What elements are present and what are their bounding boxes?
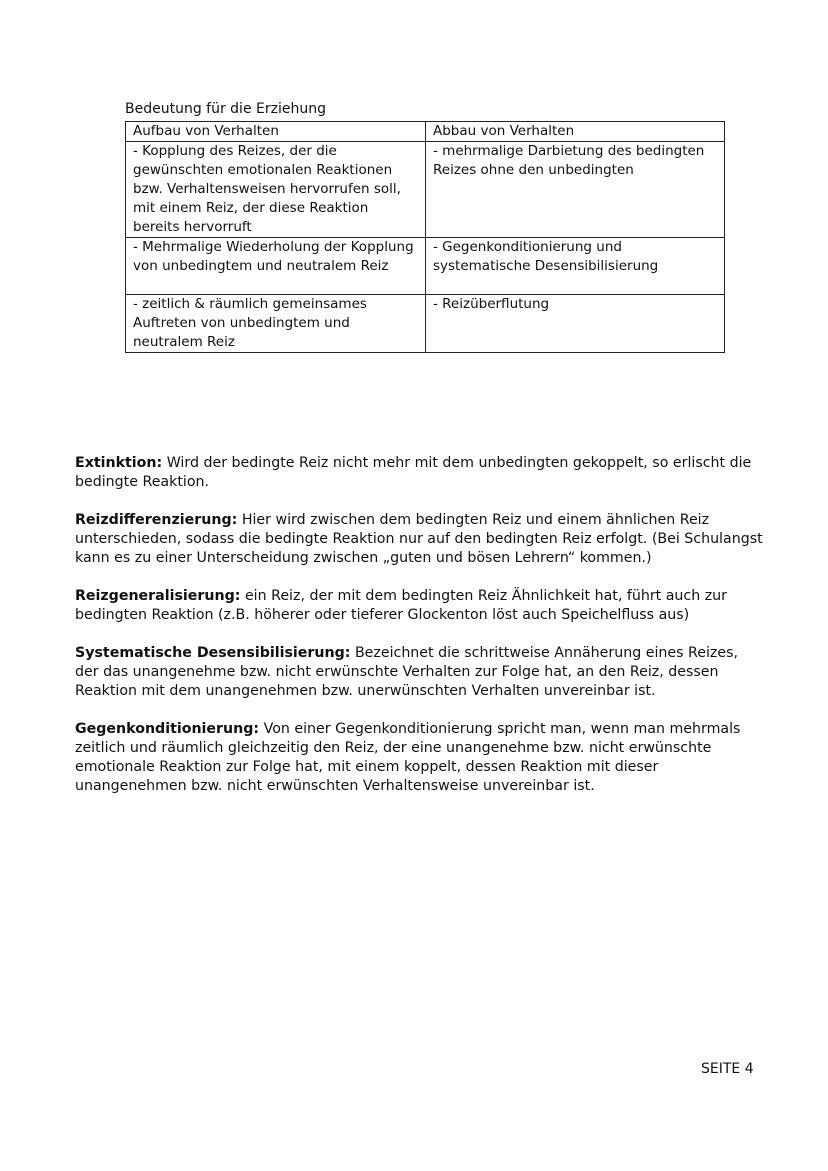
table-cell: - mehrmalige Darbietung des bedingten Reizes ohne den unbedingten <box>426 142 725 238</box>
header-build-behavior: Aufbau von Verhalten <box>126 122 426 142</box>
definition-term: Gegenkonditionierung: <box>75 721 260 737</box>
table-cell: - zeitlich & räumlich gemeinsames Auftreten von unbedingtem und neutralem Reiz <box>126 295 426 353</box>
definition-term: Reizgeneralisierung: <box>75 588 241 604</box>
definitions-section <box>75 454 765 815</box>
table-row <box>126 295 725 353</box>
definition-text: Hier wird zwischen dem bedingten Reiz und einem ähnlichen Reiz unterschieden, sodass die bedingte Reaktion nur auf den bedingten Reiz erfolgt. (Bei Schulangst kann es zu einer Unterscheidung zwischen „guten und bösen Lehrern“ kommen.) <box>75 512 763 566</box>
definition-term: Extinktion: <box>75 455 163 471</box>
definition-term: Systematische Desensibilisierung: <box>75 645 351 661</box>
table-row <box>126 238 725 295</box>
definition-text: ein Reiz, der mit dem bedingten Reiz Ähnlichkeit hat, führt auch zur bedingten Reaktion (z.B. höherer oder tieferer Glockenton löst auch Speichelfluss aus) <box>75 588 727 623</box>
table-row <box>126 142 725 238</box>
education-table <box>125 121 725 353</box>
definition-text: Bezeichnet die schrittweise Annäherung eines Reizes, der das unangenehme bzw. nicht erwünschte Verhalten zur Folge hat, an den Reiz, dessen Reaktion mit dem unangenehmen bzw. unerwünschten Verhalten unvereinbar ist. <box>75 645 738 699</box>
table-caption: Bedeutung für die Erziehung <box>125 101 326 117</box>
table-header-row <box>126 122 725 142</box>
definition-term: Reizdifferenzierung: <box>75 512 238 528</box>
definition-text: Wird der bedingte Reiz nicht mehr mit dem unbedingten gekoppelt, so erlischt die bedingte Reaktion. <box>75 455 752 490</box>
table-cell: - Reizüberflutung <box>426 295 725 353</box>
header-reduce-behavior: Abbau von Verhalten <box>426 122 725 142</box>
table-cell: - Mehrmalige Wiederholung der Kopplung von unbedingtem und neutralem Reiz <box>126 238 426 295</box>
definition-gegenkonditionierung <box>75 720 765 796</box>
definition-reizgeneralisierung <box>75 587 765 625</box>
definition-text: Von einer Gegenkonditionierung spricht man, wenn man mehrmals zeitlich und räumlich gleichzeitig den Reiz, der eine unangenehme bzw. nicht erwünschte emotionale Reaktion zur Folge hat, mit einem koppelt, dessen Reaktion mit dieser unangenehmen bzw. nicht erwünschten Verhaltensweise unvereinbar ist. <box>75 721 741 794</box>
definition-extinktion <box>75 454 765 492</box>
page-number: SEITE 4 <box>701 1061 754 1077</box>
table-cell: - Gegenkonditionierung und systematische Desensibilisierung <box>426 238 725 295</box>
table-cell: - Kopplung des Reizes, der die gewünschten emotionalen Reaktionen bzw. Verhaltensweisen hervorrufen soll, mit einem Reiz, der diese Reaktion bereits hervorruft <box>126 142 426 238</box>
definition-reizdifferenzierung <box>75 511 765 568</box>
definition-desensibilisierung <box>75 644 765 701</box>
